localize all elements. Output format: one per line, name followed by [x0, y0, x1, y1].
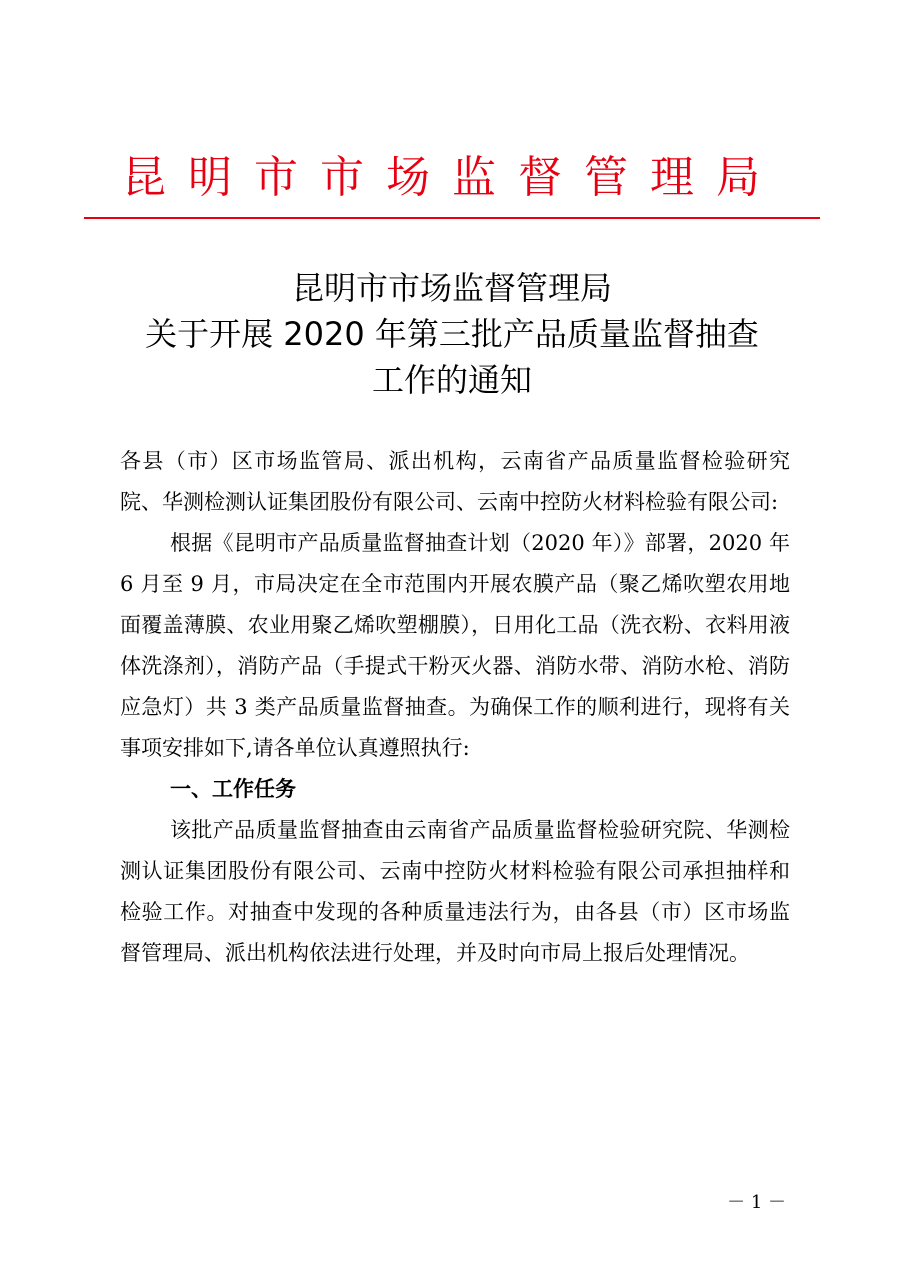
- document-title: [84, 265, 820, 403]
- page-number: － 1 －: [727, 1192, 786, 1213]
- section-heading-work-tasks: 一、工作任务: [170, 777, 296, 801]
- title-line-3: 工作的通知: [371, 361, 532, 399]
- masthead-title: 昆明市市场监督管理局: [122, 152, 782, 203]
- title-line-1: 昆明市市场监督管理局: [291, 269, 612, 307]
- red-divider-line: [84, 217, 820, 219]
- title-line-2: 关于开展 2020 年第三批产品质量监督抽查: [145, 315, 759, 353]
- document-body: [120, 441, 790, 974]
- intro-paragraph: 根据《昆明市产品质量监督抽查计划（2020 年）》部署，2020 年 6 月至 9 月，市局决定在全市范围内开展农膜产品（聚乙烯吹塑农用地面覆盖薄膜、农业用聚乙烯吹塑棚膜），日用化工品（洗衣粉、衣料用液体洗涤剂），消防产品（手提式干粉灭火器、消防水带、消防水枪、消防应急灯）共 3 类产品质量监督抽查。为确保工作的顺利进行，现将有关事项安排如下,请各单位认真遵照执行:: [120, 531, 790, 760]
- salutation-paragraph: 各县（市）区市场监管局、派出机构，云南省产品质量监督检验研究院、华测检测认证集团股份有限公司、云南中控防火材料检验有限公司:: [120, 449, 790, 514]
- section-1-paragraph: 该批产品质量监督抽查由云南省产品质量监督检验研究院、华测检测认证集团股份有限公司、云南中控防火材料检验有限公司承担抽样和检验工作。对抽查中发现的各种质量违法行为，由各县（市）区市场监督管理局、派出机构依法进行处理，并及时向市局上报后处理情况。: [120, 818, 790, 965]
